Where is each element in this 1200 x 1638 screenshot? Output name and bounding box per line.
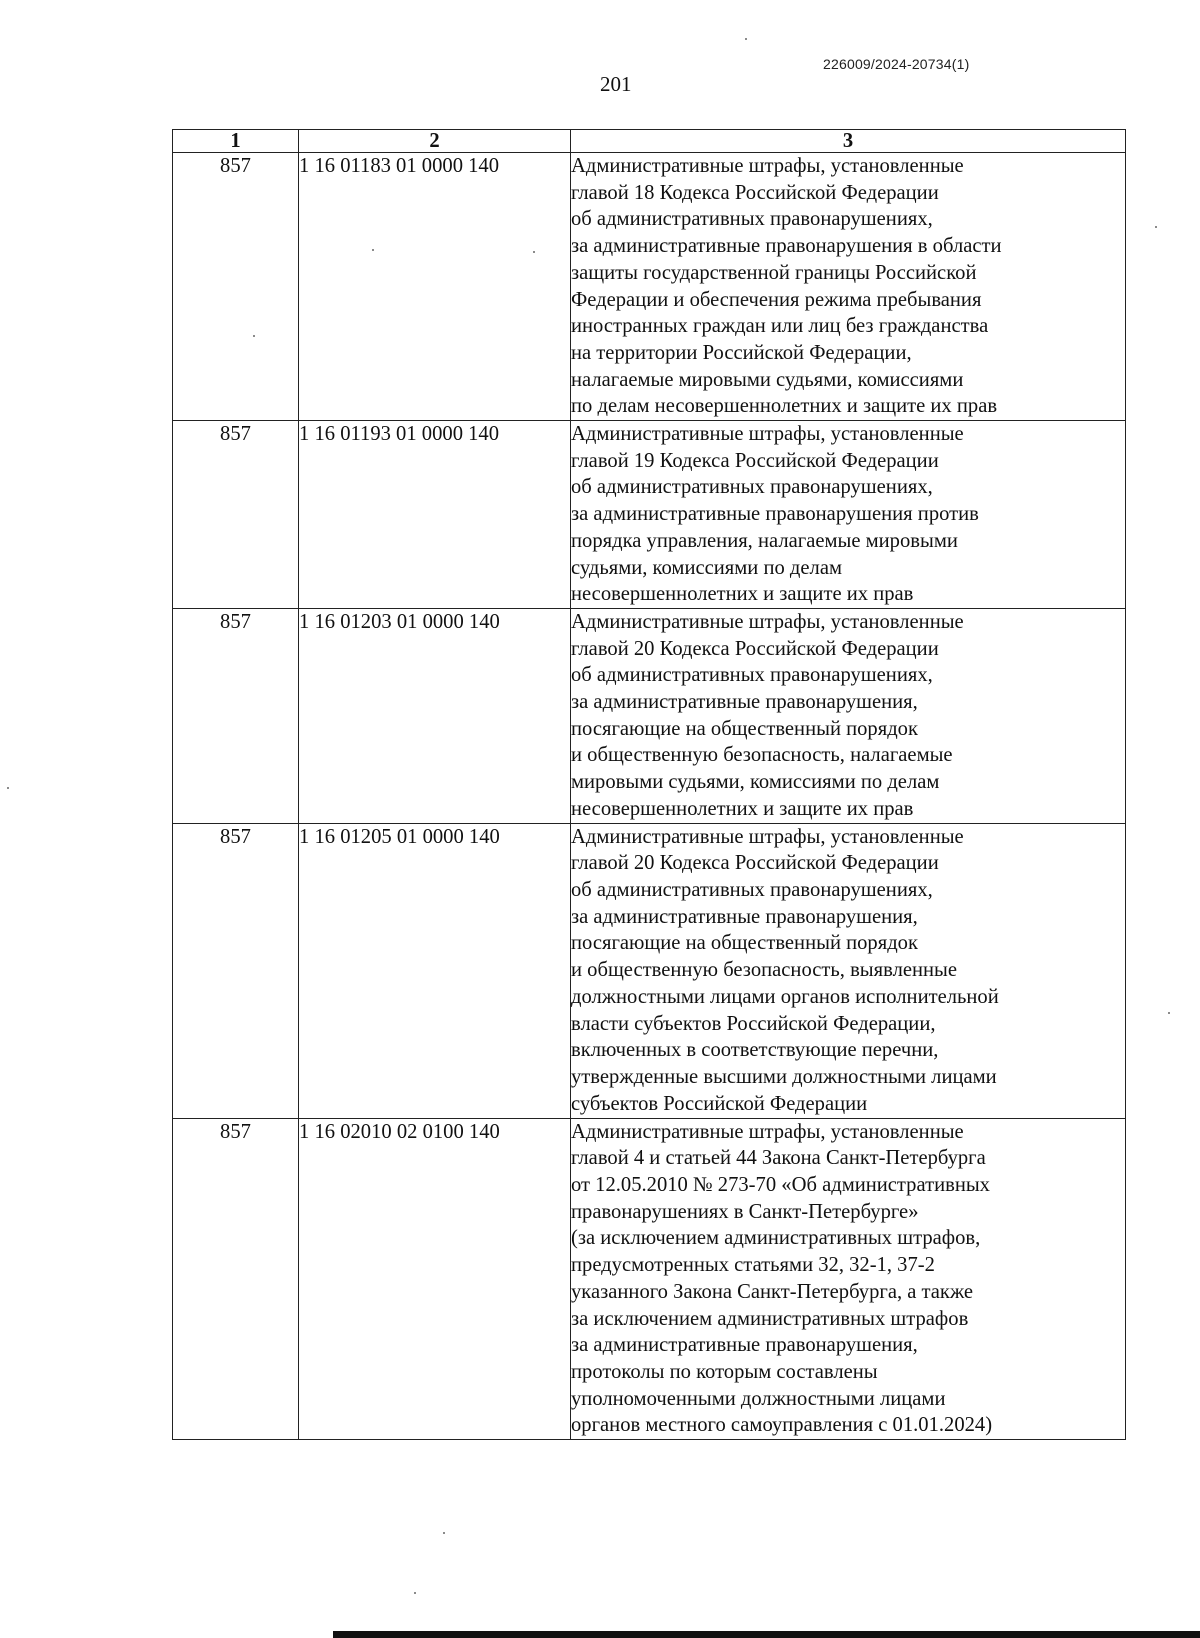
scan-speck: [1155, 226, 1157, 228]
scan-speck: [533, 251, 535, 253]
administrator-code-cell: 857: [173, 1118, 299, 1439]
scan-speck: [443, 1532, 445, 1534]
column-header-3: 3: [571, 130, 1126, 153]
column-header-1: 1: [173, 130, 299, 153]
scan-speck: [1168, 1012, 1170, 1014]
document-registration-number: 226009/2024-20734(1): [823, 56, 970, 72]
budget-codes-table: [172, 129, 1126, 1440]
column-header-2: 2: [299, 130, 571, 153]
table-row: [173, 823, 1126, 1118]
budget-classification-code-cell: 1 16 01205 01 0000 140: [299, 823, 571, 1118]
revenue-description-cell: Административные штрафы, установленные главой 20 Кодекса Российской Федерации об административных правонарушениях, за административные правонарушения, посягающие на общественный порядок и общественную безопасность, выявленные должностными лицами органов исполнительной власти субъектов Российской Федерации, включенных в соответствующие перечни, утвержденные высшими должностными лицами субъектов Российской Федерации: [571, 823, 1126, 1118]
table-row: [173, 153, 1126, 421]
scan-speck: [253, 335, 255, 337]
scan-speck: [745, 38, 747, 40]
revenue-description-cell: Административные штрафы, установленные главой 19 Кодекса Российской Федерации об административных правонарушениях, за административные правонарушения против порядка управления, налагаемые мировыми судьями, комиссиями по делам несовершеннолетних и защите их прав: [571, 421, 1126, 609]
table-row: [173, 1118, 1126, 1439]
page-number: 201: [600, 72, 632, 96]
revenue-description-cell: Административные штрафы, установленные главой 20 Кодекса Российской Федерации об административных правонарушениях, за административные правонарушения, посягающие на общественный порядок и общественную безопасность, налагаемые мировыми судьями, комиссиями по делам несовершеннолетних и защите их прав: [571, 608, 1126, 823]
budget-classification-code-cell: 1 16 01183 01 0000 140: [299, 153, 571, 421]
revenue-description-cell: Административные штрафы, установленные главой 18 Кодекса Российской Федерации об административных правонарушениях, за административные правонарушения в области защиты государственной границы Российской Федерации и обеспечения режима пребывания иностранных граждан или лиц без гражданства на территории Российской Федерации, налагаемые мировыми судьями, комиссиями по делам несовершеннолетних и защите их прав: [571, 153, 1126, 421]
budget-classification-code-cell: 1 16 02010 02 0100 140: [299, 1118, 571, 1439]
table-header-row: [173, 130, 1126, 153]
budget-classification-code-cell: 1 16 01203 01 0000 140: [299, 608, 571, 823]
scan-bottom-edge: [333, 1631, 1200, 1638]
revenue-description-cell: Административные штрафы, установленные главой 4 и статьей 44 Закона Санкт-Петербурга от 12.05.2010 № 273-70 «Об административных правонарушениях в Санкт-Петербурге» (за исключением административных штрафов, предусмотренных статьями 32, 32-1, 37-2 указанного Закона Санкт-Петербурга, а также за исключением административных штрафов за административные правонарушения, протоколы по которым составлены уполномоченными должностными лицами органов местного самоуправления с 01.01.2024): [571, 1118, 1126, 1439]
budget-classification-code-cell: 1 16 01193 01 0000 140: [299, 421, 571, 609]
scan-speck: [414, 1592, 416, 1594]
scan-speck: [372, 249, 374, 251]
administrator-code-cell: 857: [173, 608, 299, 823]
table-row: [173, 421, 1126, 609]
administrator-code-cell: 857: [173, 153, 299, 421]
table-row: [173, 608, 1126, 823]
scan-speck: [7, 787, 9, 789]
administrator-code-cell: 857: [173, 823, 299, 1118]
administrator-code-cell: 857: [173, 421, 299, 609]
